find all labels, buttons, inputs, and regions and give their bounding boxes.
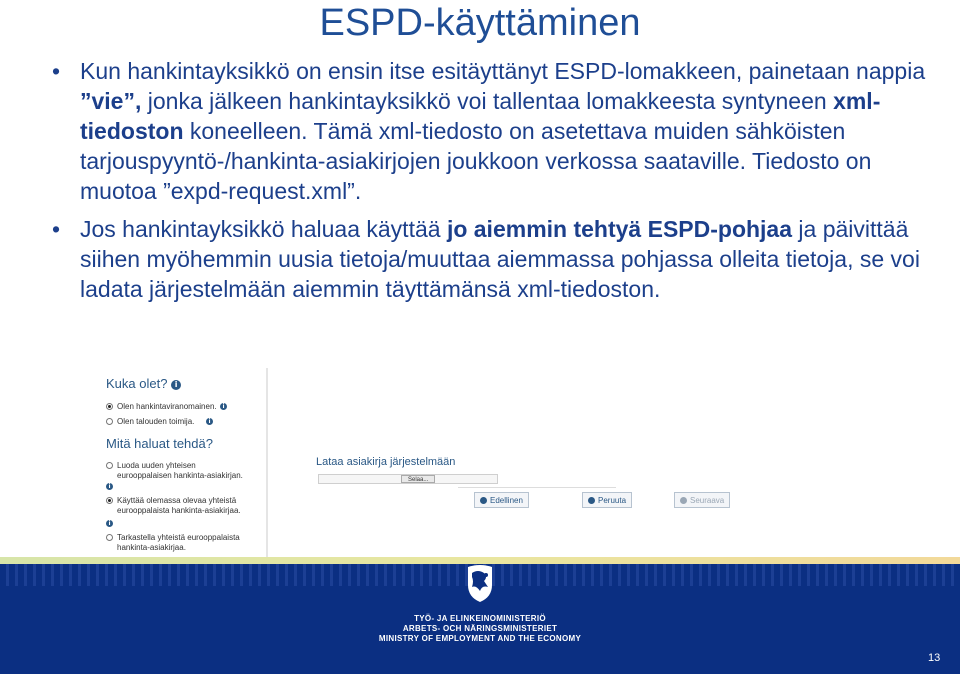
- info-icon[interactable]: i: [106, 483, 113, 490]
- arrow-left-icon: [480, 497, 487, 504]
- bullet-list: [50, 56, 930, 312]
- info-icon[interactable]: i: [171, 380, 181, 390]
- ministry-name: [0, 614, 960, 644]
- radio-option-authority[interactable]: [106, 402, 266, 412]
- wizard-navigation: [458, 487, 725, 513]
- bullet-text: ja päivittää siihen myöhemmin uusia tietoja/muuttaa aiemmassa pohjassa olleita tietoja, se voi ladata järjestelmään aiemmin täyttämänsä xml-tiedoston.: [80, 216, 920, 302]
- bullet-text: Jos hankintayksikkö haluaa käyttää: [80, 216, 447, 242]
- info-icon[interactable]: i: [206, 418, 213, 425]
- radio-option-operator[interactable]: [106, 417, 266, 427]
- cancel-icon: [588, 497, 595, 504]
- radio-icon[interactable]: [106, 418, 113, 425]
- radio-icon[interactable]: [106, 462, 113, 469]
- who-heading: [106, 376, 181, 391]
- ministry-name-fi: TYÖ- JA ELINKEINOMINISTERIÖ: [414, 614, 546, 623]
- file-input[interactable]: [318, 474, 498, 484]
- radio-selected-icon[interactable]: [106, 497, 113, 504]
- option-label: Olen talouden toimija.: [117, 417, 195, 426]
- option-label: Tarkastella yhteistä eurooppalaista hankinta-asiakirjaa.: [117, 533, 240, 552]
- ministry-lion-logo-icon: [462, 563, 498, 603]
- previous-label: Edellinen: [490, 496, 523, 505]
- cancel-button[interactable]: [582, 492, 632, 508]
- page-number: 13: [928, 652, 941, 664]
- bullet-bold: jo aiemmin tehtyä ESPD-pohjaa: [446, 216, 793, 242]
- bullet-text: koneelleen. Tämä xml-tiedosto on asetettava muiden sähköisten tarjouspyyntö-/hankinta-asiakirjojen joukkoon verkossa saataville. Tiedosto on muotoa ”expd-request.xml”.: [80, 118, 872, 204]
- info-icon-row: [106, 482, 266, 492]
- what-heading: [106, 436, 213, 451]
- ministry-name-sv: ARBETS- OCH NÄRINGSMINISTERIET: [402, 624, 558, 633]
- bullet-text: jonka jälkeen hankintayksikkö voi tallentaa lomakkeesta syntyneen: [141, 88, 834, 114]
- option-label: Olen hankintaviranomainen.: [117, 402, 217, 411]
- option-label: Luoda uuden yhteisen eurooppalaisen hankinta-asiakirjan.: [117, 461, 243, 480]
- slide-title: ESPD-käyttäminen: [319, 2, 641, 44]
- next-button[interactable]: [674, 492, 730, 508]
- bullet-export-xml: [50, 56, 930, 206]
- info-icon[interactable]: i: [220, 403, 227, 410]
- who-heading-text: Kuka olet?: [106, 376, 168, 391]
- option-label: Käyttää olemassa olevaa yhteistä eurooppalaista hankinta-asiakirjaa.: [117, 496, 241, 515]
- radio-option-reuse[interactable]: [106, 496, 266, 516]
- bullet-text: Kun hankintayksikkö on ensin itse esitäyttänyt ESPD-lomakkeen, painetaan nappia: [80, 58, 926, 84]
- previous-button[interactable]: [474, 492, 529, 508]
- arrow-right-icon: [680, 497, 687, 504]
- radio-selected-icon[interactable]: [106, 403, 113, 410]
- what-heading-text: Mitä haluat tehdä?: [106, 436, 213, 451]
- bullet-reuse-template: [50, 214, 930, 304]
- ministry-name-en: MINISTRY OF EMPLOYMENT AND THE ECONOMY: [378, 634, 582, 643]
- radio-option-create[interactable]: [106, 461, 266, 481]
- cancel-label: Peruuta: [598, 496, 627, 505]
- bullet-bold: ”vie”,: [80, 88, 142, 114]
- info-icon[interactable]: i: [106, 520, 113, 527]
- browse-button[interactable]: Selaa...: [401, 475, 435, 483]
- radio-option-review[interactable]: [106, 533, 266, 553]
- next-label: Seuraava: [690, 496, 725, 505]
- upload-title: Lataa asiakirja järjestelmään: [316, 456, 456, 468]
- radio-icon[interactable]: [106, 534, 113, 541]
- bullet-bold: xml-tiedoston: [80, 88, 881, 144]
- info-icon-row: [106, 519, 266, 529]
- espd-role-screenshot: [90, 368, 268, 563]
